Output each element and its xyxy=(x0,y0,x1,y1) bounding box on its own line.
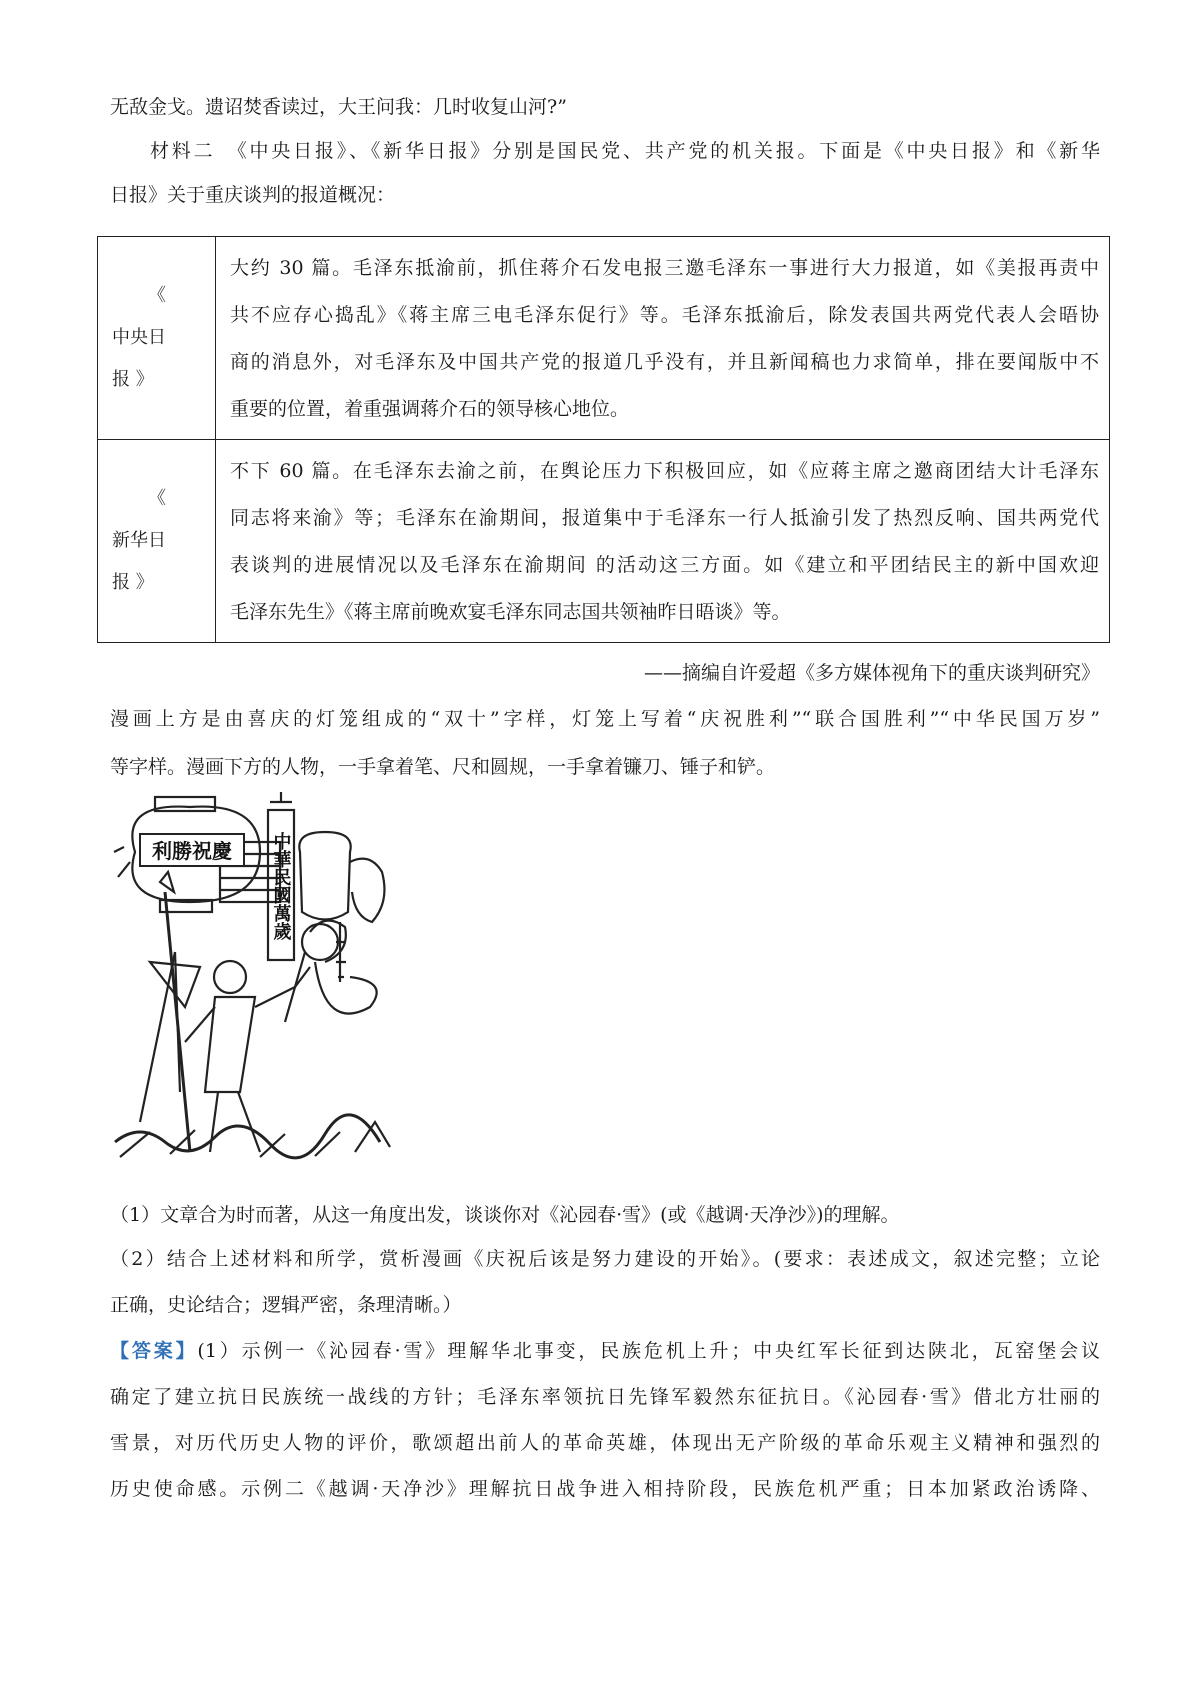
label-line: 报 》 xyxy=(112,572,154,593)
table-row xyxy=(98,440,1110,643)
content-line: 不下 60 篇。在毛泽东去渝之前，在舆论压力下积极回应，如《应蒋主席之邀商团结大计毛泽东 xyxy=(230,460,1099,482)
label-line: 《 xyxy=(148,488,166,509)
cartoon-illustration xyxy=(110,792,410,1170)
row-content-xinhua-daily xyxy=(216,440,1110,643)
lantern-left-text: 利勝祝慶 xyxy=(152,839,232,863)
answer-line2: 确定了建立抗日民族统一战线的方针；毛泽东率领抗日先锋军毅然东征抗日。《沁园春·雪》借北方壮丽的 xyxy=(110,1386,1100,1408)
content-line: 毛泽东先生》《蒋主席前晚欢宴毛泽东同志国共领袖昨日晤谈》等。 xyxy=(230,601,791,623)
label-line: 新华日 xyxy=(112,530,166,551)
report-table xyxy=(97,236,1110,643)
answer-tag: 【答案】 xyxy=(110,1340,198,1362)
answer-line1-text: (1）示例一《沁园春·雪》理解华北事变，民族危机上升；中央红军长征到达陕北，瓦窑堡会议 xyxy=(197,1340,1100,1362)
content-line: 表谈判的进展情况以及毛泽东在渝期间 的活动这三方面。如《建立和平团结民主的新中国欢迎 xyxy=(230,554,1099,576)
label-line: 报 》 xyxy=(112,369,154,390)
content-line: 重要的位置，着重强调蒋介石的领导核心地位。 xyxy=(230,398,630,420)
cartoon-desc-line2: 等字样。漫画下方的人物，一手拿着笔、尺和圆规，一手拿着镰刀、锤子和铲。 xyxy=(110,756,776,778)
content-line: 商的消息外，对毛泽东及中国共产党的报道几乎没有，并且新闻稿也力求简单，排在要闻版中不 xyxy=(230,351,1099,373)
content-line: 大约 30 篇。毛泽东抵渝前，抓住蒋介石发电报三邀毛泽东一事进行大力报道，如《美报再责中 xyxy=(230,257,1099,279)
question-2-line1: （2）结合上述材料和所学，赏析漫画《庆祝后该是努力建设的开始》。(要求：表述成文，叙述完整；立论 xyxy=(110,1248,1100,1270)
row-content-central-daily xyxy=(216,237,1110,440)
label-line: 《 xyxy=(148,285,166,306)
answer-line4: 历史使命感。示例二《越调·天净沙》理解抗日战争进入相持阶段，民族危机严重；日本加紧政治诱降、 xyxy=(110,1478,1100,1500)
cartoon-desc-line1: 漫画上方是由喜庆的灯笼组成的“双十”字样，灯笼上写着“庆祝胜利”“联合国胜利”“中华民国万岁” xyxy=(110,708,1100,730)
table-row xyxy=(98,237,1110,440)
material2-line1: 材料二 《中央日报》、《新华日报》分别是国民党、共产党的机关报。下面是《中央日报》和《新华 xyxy=(150,140,1100,162)
lantern-mid-text: 中華民國萬歲 xyxy=(270,832,292,940)
question-1: （1）文章合为时而著，从这一角度出发，谈谈你对《沁园春·雪》(或《越调·天净沙》)的理解。 xyxy=(110,1204,900,1226)
source-citation: ——摘编自许爱超《多方媒体视角下的重庆谈判研究》 xyxy=(643,662,1100,684)
label-line: 中央日 xyxy=(112,327,166,348)
intro-line: 无敌金戈。遗诏焚香读过，大王问我：几时收复山河?” xyxy=(110,96,567,118)
row-label-xinhua-daily xyxy=(98,440,216,643)
content-line: 同志将来渝》等；毛泽东在渝期间，报道集中于毛泽东一行人抵渝引发了热烈反响、国共两党代 xyxy=(230,507,1099,529)
content-line: 共不应存心捣乱》《蒋主席三电毛泽东促行》等。毛泽东抵渝后，除发表国共两党代表人会晤协 xyxy=(230,304,1099,326)
answer-line3: 雪景，对历代历史人物的评价，歌颂超出前人的革命英雄，体现出无产阶级的革命乐观主义精神和强烈的 xyxy=(110,1432,1100,1454)
question-2-line2: 正确，史论结合；逻辑严密，条理清晰。） xyxy=(110,1294,462,1316)
row-label-central-daily xyxy=(98,237,216,440)
material2-line2: 日报》关于重庆谈判的报道概况： xyxy=(110,184,396,206)
answer-line1 xyxy=(110,1336,1100,1366)
